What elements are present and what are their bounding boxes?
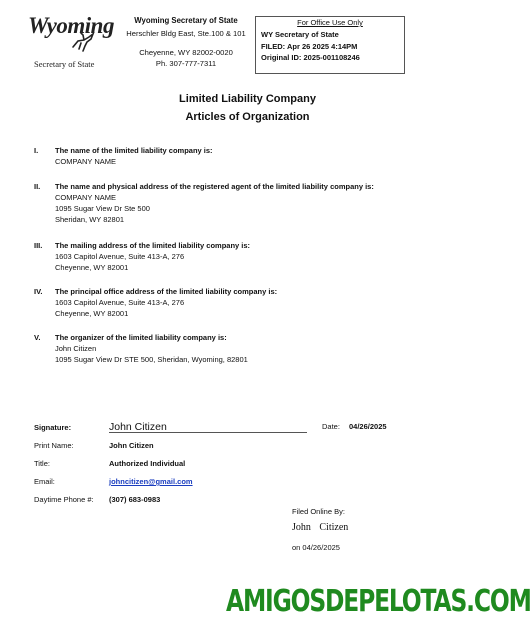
office-use-caption: For Office Use Only xyxy=(297,18,363,27)
filed-online-label: Filed Online By: xyxy=(292,507,345,516)
title-label: Title: xyxy=(34,459,50,468)
title-value: Authorized Individual xyxy=(109,459,186,468)
office-line3: Original ID: 2025-001108246 xyxy=(261,53,360,62)
section-line: John Citizen xyxy=(55,344,97,353)
section-heading: The mailing address of the limited liability company is: xyxy=(55,241,251,250)
section-number: IV. xyxy=(34,287,43,296)
office-line1: WY Secretary of State xyxy=(261,30,339,39)
header-title: Wyoming Secretary of State xyxy=(134,16,238,25)
section-number: III. xyxy=(34,241,43,250)
phone-value: (307) 683-0983 xyxy=(109,495,161,504)
document-subtitle: Articles of Organization xyxy=(185,111,310,123)
section-i xyxy=(34,145,464,167)
section-heading: The name of the limited liability company is: xyxy=(55,146,213,155)
section-line: 1603 Capitol Avenue, Suite 413-A, 276 xyxy=(55,298,185,307)
section-line: COMPANY NAME xyxy=(55,193,116,202)
section-number: II. xyxy=(34,182,41,191)
header-line2: Cheyenne, WY 82002-0020 xyxy=(139,48,233,58)
signature-line xyxy=(109,432,307,433)
signature-name: John Citizen xyxy=(109,421,167,433)
section-line: 1095 Sugar View Dr STE 500, Sheridan, Wyoming, 82801 xyxy=(55,355,248,364)
header-line3: Ph. 307-777-7311 xyxy=(155,58,217,68)
date-label: Date: xyxy=(322,422,340,431)
bucking-horse-icon xyxy=(70,32,96,52)
wyoming-logo-script: Wyoming xyxy=(28,13,114,38)
header-line1: Herschler Bldg East, Ste.100 & 101 xyxy=(126,28,246,38)
section-line: 1603 Capitol Avenue, Suite 413-A, 276 xyxy=(55,252,185,261)
section-line: Cheyenne, WY 82001 xyxy=(55,309,129,318)
phone-label: Daytime Phone #: xyxy=(34,495,94,504)
section-number: V. xyxy=(34,333,41,342)
filed-online-name: John Citizen xyxy=(292,522,349,533)
office-use-box xyxy=(255,16,405,74)
email-label: Email: xyxy=(34,477,55,486)
section-heading: The organizer of the limited liability company is: xyxy=(55,333,227,342)
section-ii xyxy=(34,181,464,225)
watermark-text: AMIGOSDEPELOTAS.COM xyxy=(226,584,531,619)
print-name-value: John Citizen xyxy=(109,441,154,450)
section-number: I. xyxy=(34,146,39,155)
email-link[interactable]: johncitizen@gmail.com xyxy=(109,477,193,486)
print-name-label: Print Name: xyxy=(34,441,74,450)
section-iii xyxy=(34,240,464,273)
section-line: COMPANY NAME xyxy=(55,157,116,166)
section-line: 1095 Sugar View Dr Ste 500 xyxy=(55,204,150,213)
date-value: 04/26/2025 xyxy=(349,422,387,431)
office-header xyxy=(118,17,254,71)
document-title: Limited Liability Company xyxy=(179,93,316,105)
filed-online-date: on 04/26/2025 xyxy=(292,543,340,552)
logo-subtitle: Secretary of State xyxy=(34,59,95,69)
section-heading: The principal office address of the limited liability company is: xyxy=(55,287,278,296)
section-v xyxy=(34,332,464,365)
section-iv xyxy=(34,286,464,319)
office-line2: FILED: Apr 26 2025 4:14PM xyxy=(261,41,358,51)
section-line: Cheyenne, WY 82001 xyxy=(55,263,129,272)
signature-label: Signature: xyxy=(34,423,72,432)
section-heading: The name and physical address of the registered agent of the limited liability company is: xyxy=(55,182,374,191)
section-line: Sheridan, WY 82801 xyxy=(55,215,125,224)
